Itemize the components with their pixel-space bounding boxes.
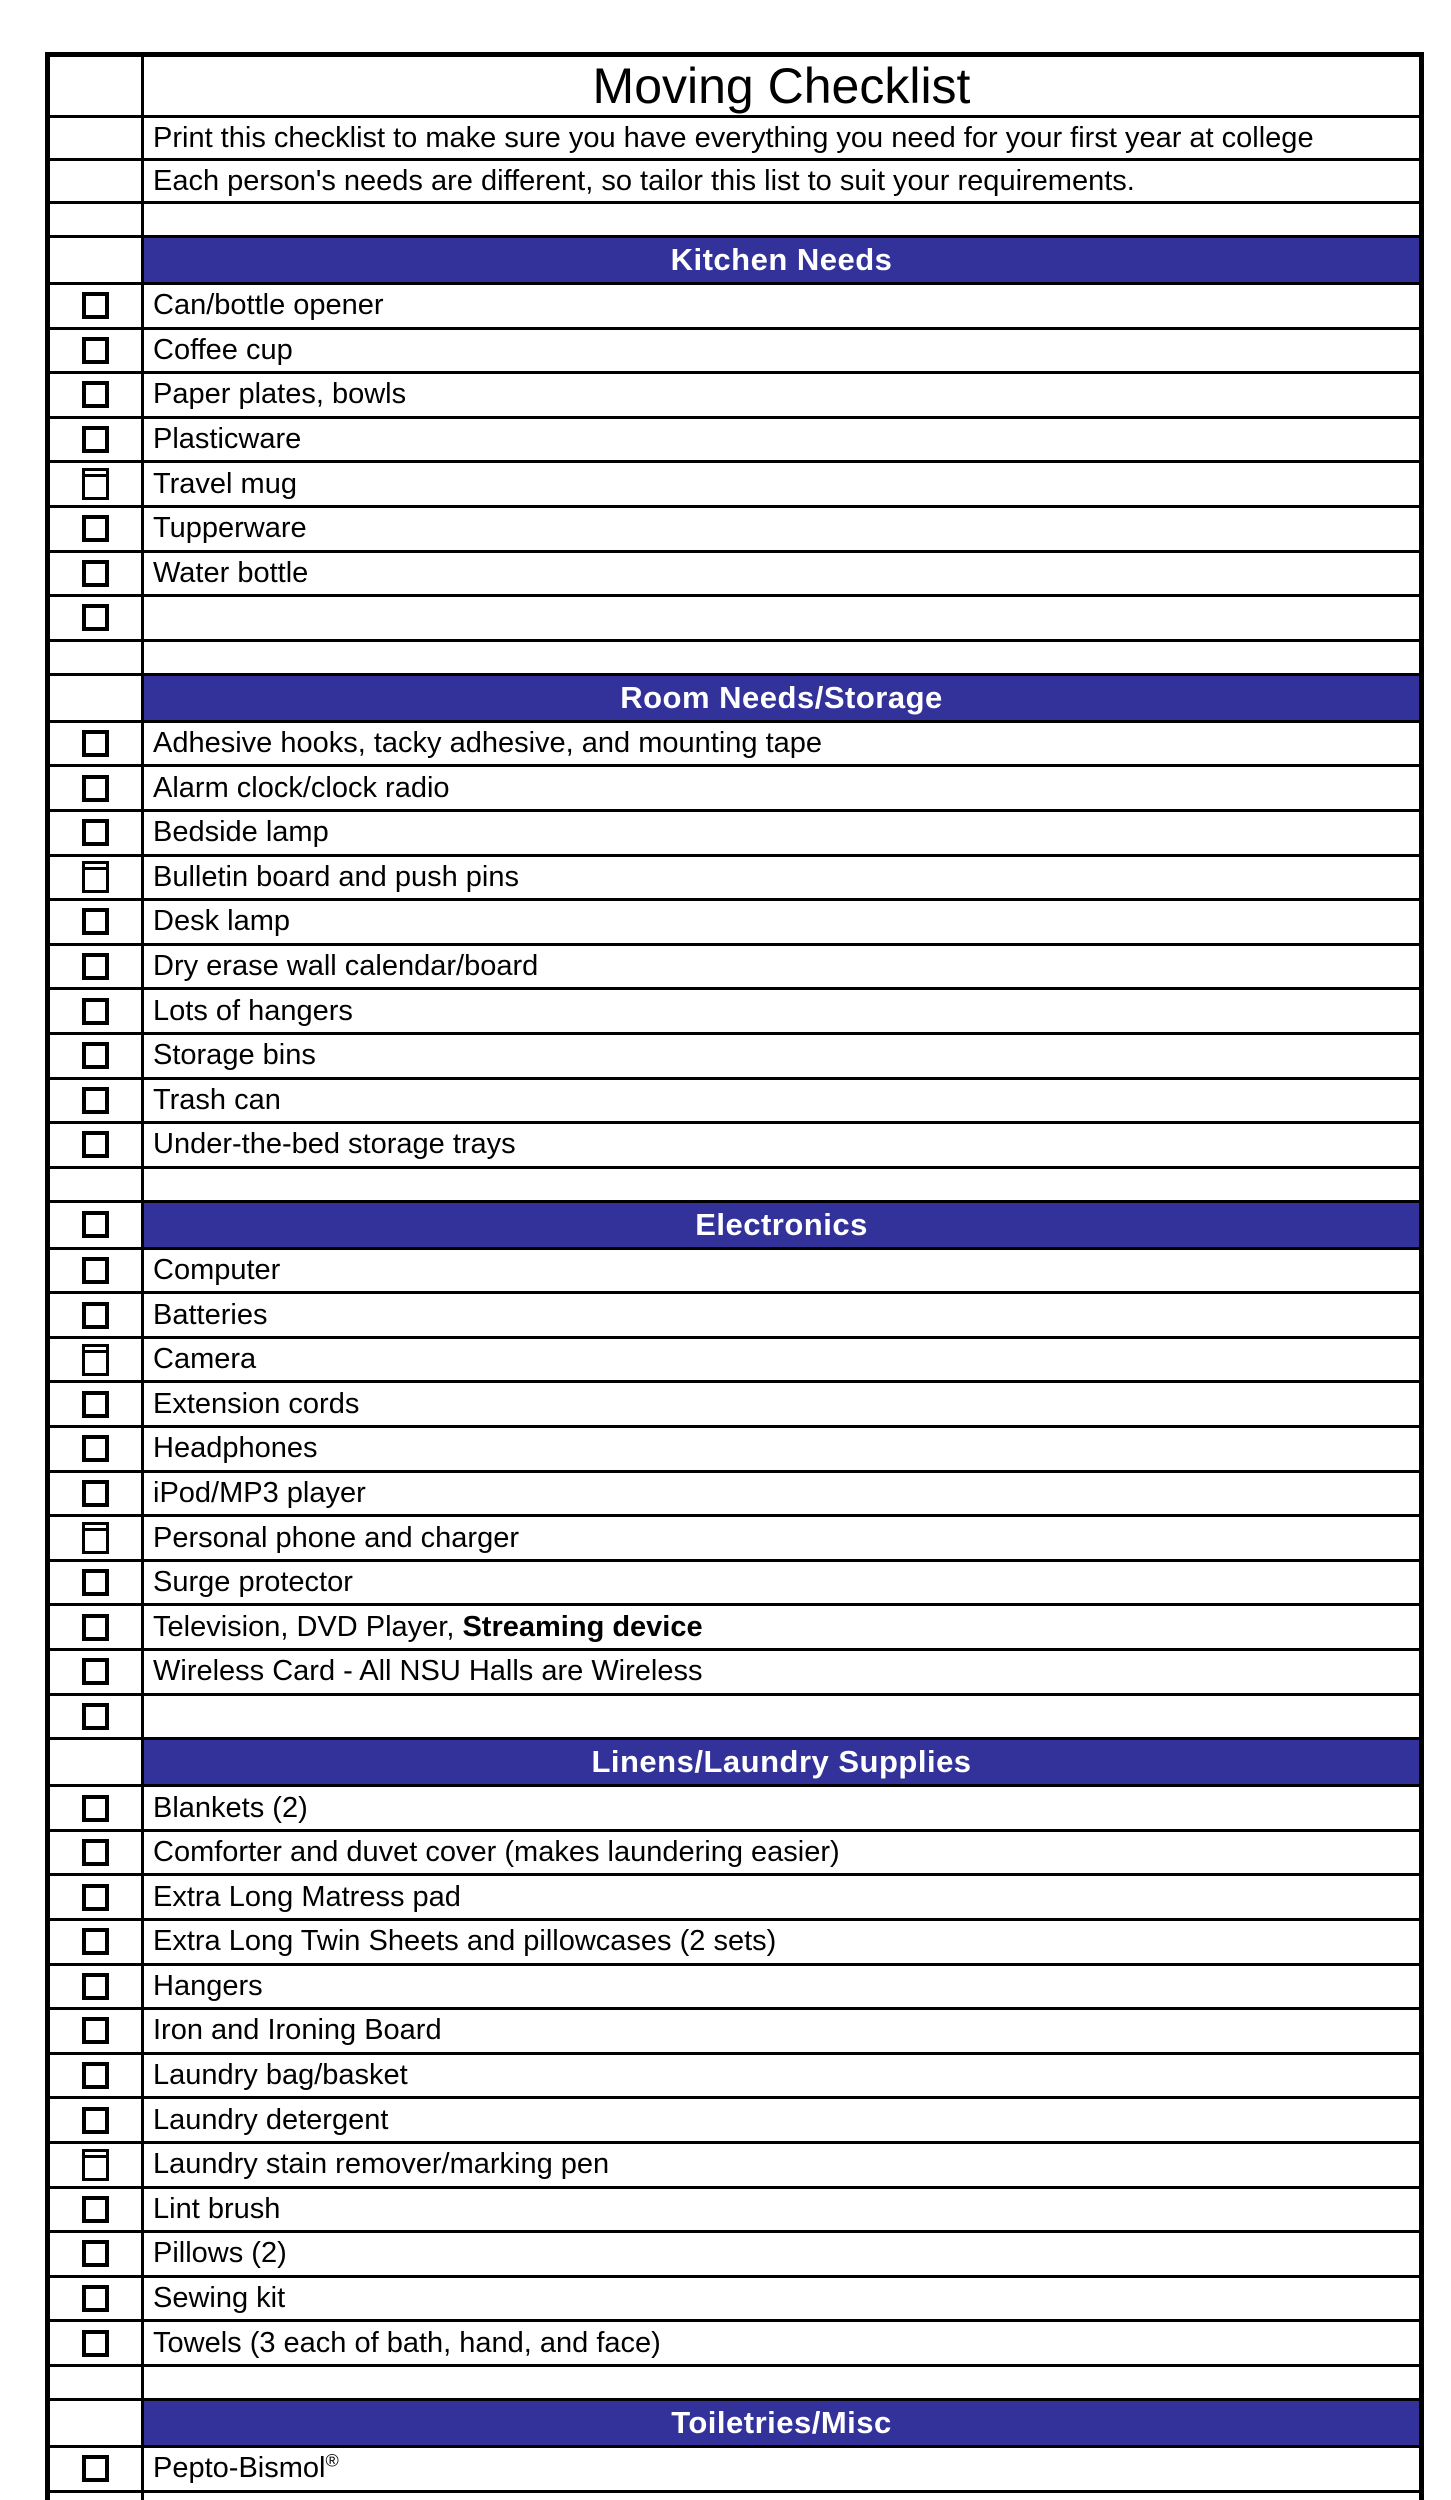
checkbox-column-cell [50, 2367, 144, 2398]
checkbox-column-cell [50, 1740, 144, 1784]
checkbox-icon[interactable] [82, 337, 109, 364]
checklist-row [50, 1250, 1419, 1295]
checkbox-topbar-icon[interactable] [82, 468, 109, 500]
checkbox-icon[interactable] [82, 2062, 109, 2089]
checklist-row [50, 1124, 1419, 1169]
checklist-row [50, 1473, 1419, 1518]
checklist-row [50, 1294, 1419, 1339]
checkbox-column-cell [50, 1339, 144, 1381]
section-header: Linens/Laundry Supplies [144, 1740, 1419, 1784]
checkbox-icon[interactable] [82, 1839, 109, 1866]
checkbox-column-cell [50, 812, 144, 854]
item-label: Laundry bag/basket [153, 2059, 408, 2092]
checklist-row [50, 1517, 1419, 1562]
checkbox-topbar-icon[interactable] [82, 2149, 109, 2181]
checklist-row [50, 419, 1419, 464]
checkbox-column-cell [50, 1832, 144, 1874]
checkbox-column-cell [50, 1383, 144, 1425]
intro-row [50, 161, 1419, 204]
sections-container [50, 238, 1419, 2500]
checkbox-icon[interactable] [82, 1302, 109, 1329]
checkbox-icon[interactable] [82, 1569, 109, 1596]
item-label: Surge protector [153, 1566, 353, 1599]
checklist-row [50, 2055, 1419, 2100]
section-header-row [50, 2401, 1419, 2448]
checklist-row [50, 2493, 1419, 2500]
checkbox-icon[interactable] [82, 2330, 109, 2357]
checkbox-column-cell [50, 1966, 144, 2008]
checkbox-icon[interactable] [82, 1131, 109, 1158]
checklist-row [50, 1651, 1419, 1696]
checkbox-icon[interactable] [82, 1973, 109, 2000]
section-header-row [50, 238, 1419, 285]
checklist-row [50, 857, 1419, 902]
checkbox-column-cell [50, 1651, 144, 1693]
spacer-row [50, 204, 1419, 238]
item-label: Extra Long Twin Sheets and pillowcases (2 sets) [153, 1925, 777, 1958]
checklist-row [50, 1696, 1419, 1741]
checklist-row [50, 285, 1419, 330]
checkbox-column-cell [50, 1124, 144, 1166]
checkbox-column-cell [50, 990, 144, 1032]
intro-line-2: Each person's needs are different, so tailor this list to suit your requirements. [153, 164, 1135, 197]
checklist-row [50, 1606, 1419, 1651]
item-label: Towels (3 each of bath, hand, and face) [153, 2326, 661, 2359]
checkbox-column-cell [50, 1294, 144, 1336]
checkbox-column-cell [50, 57, 144, 115]
checkbox-column-cell [50, 1696, 144, 1738]
item-label: Lots of hangers [153, 994, 353, 1027]
checkbox-column-cell [50, 419, 144, 461]
checklist-row [50, 2010, 1419, 2055]
checklist-row [50, 2144, 1419, 2189]
item-label: Desk lamp [153, 905, 290, 938]
checkbox-column-cell [50, 118, 144, 158]
checkbox-column-cell [50, 723, 144, 765]
item-label: Laundry stain remover/marking pen [153, 2148, 610, 2181]
checkbox-column-cell [50, 2322, 144, 2364]
checkbox-icon[interactable] [82, 775, 109, 802]
spacer-row [50, 642, 1419, 676]
checklist-row [50, 1428, 1419, 1473]
checkbox-column-cell [50, 597, 144, 639]
checklist-row [50, 1832, 1419, 1877]
checkbox-column-cell [50, 1080, 144, 1122]
checkbox-column-cell [50, 857, 144, 899]
checkbox-column-cell [50, 2493, 144, 2500]
item-label: Batteries [153, 1298, 268, 1331]
item-label: Comforter and duvet cover (makes laundering easier) [153, 1836, 840, 1869]
checklist-row [50, 2189, 1419, 2234]
checkbox-column-cell [50, 1921, 144, 1963]
item-label: Dry erase wall calendar/board [153, 950, 539, 983]
checkbox-icon[interactable] [82, 560, 109, 587]
checkbox-icon[interactable] [82, 1614, 109, 1641]
checkbox-column-cell [50, 463, 144, 505]
checkbox-column-cell [50, 1250, 144, 1292]
checkbox-icon[interactable] [82, 515, 109, 542]
checkbox-icon[interactable] [82, 1795, 109, 1822]
checkbox-column-cell [50, 1169, 144, 1200]
checklist-row [50, 901, 1419, 946]
checkbox-column-cell [50, 1787, 144, 1829]
item-label: Alarm clock/clock radio [153, 771, 450, 804]
page-title: Moving Checklist [592, 58, 971, 114]
checklist-row [50, 553, 1419, 598]
checkbox-icon[interactable] [82, 1042, 109, 1069]
section-header: Electronics [144, 1203, 1419, 1247]
checkbox-column-cell [50, 2010, 144, 2052]
checklist-table [45, 52, 1424, 2500]
checkbox-icon[interactable] [82, 604, 109, 631]
checklist-row [50, 2448, 1419, 2493]
checkbox-column-cell [50, 285, 144, 327]
item-label: Blankets (2) [153, 1791, 308, 1824]
item-label: Water bottle [153, 556, 309, 589]
section-header-row [50, 1203, 1419, 1250]
item-label: Storage bins [153, 1039, 316, 1072]
item-label: Laundry detergent [153, 2103, 389, 2136]
checkbox-column-cell [50, 767, 144, 809]
checkbox-icon[interactable] [82, 1928, 109, 1955]
item-label: Camera [153, 1343, 257, 1376]
item-label: Computer [153, 1253, 281, 1286]
checkbox-icon[interactable] [82, 2285, 109, 2312]
checkbox-column-cell [50, 676, 144, 720]
checkbox-column-cell [50, 901, 144, 943]
checklist-row [50, 767, 1419, 812]
checkbox-column-cell [50, 2278, 144, 2320]
checkbox-topbar-icon[interactable] [82, 861, 109, 893]
checklist-row [50, 723, 1419, 768]
item-label: Hangers [153, 1969, 263, 2002]
checkbox-icon[interactable] [82, 2017, 109, 2044]
item-label: Trash can [153, 1083, 281, 1116]
item-label: Extra Long Matress pad [153, 1880, 461, 1913]
item-label: Bedside lamp [153, 816, 329, 849]
checkbox-icon[interactable] [82, 1703, 109, 1730]
checkbox-icon[interactable] [82, 819, 109, 846]
checklist-row [50, 330, 1419, 375]
checkbox-column-cell [50, 553, 144, 595]
checklist-row [50, 597, 1419, 642]
checkbox-icon[interactable] [82, 2107, 109, 2134]
checklist-row [50, 1966, 1419, 2011]
checkbox-column-cell [50, 2401, 144, 2445]
checkbox-column-cell [50, 1606, 144, 1648]
checkbox-column-cell [50, 1562, 144, 1604]
checkbox-column-cell [50, 161, 144, 201]
checklist-row [50, 2233, 1419, 2278]
checkbox-icon[interactable] [82, 730, 109, 757]
checklist-row [50, 1562, 1419, 1607]
item-label: Pillows (2) [153, 2237, 287, 2270]
item-label: Headphones [153, 1432, 318, 1465]
item-label: Adhesive hooks, tacky adhesive, and mounting tape [153, 727, 823, 760]
checkbox-icon[interactable] [82, 1211, 109, 1238]
item-label: iPod/MP3 player [153, 1476, 366, 1509]
checkbox-icon[interactable] [82, 953, 109, 980]
checkbox-icon[interactable] [82, 1087, 109, 1114]
checkbox-column-cell [50, 1517, 144, 1559]
checklist-row [50, 1339, 1419, 1384]
checkbox-column-cell [50, 2144, 144, 2186]
intro-row [50, 118, 1419, 161]
checkbox-column-cell [50, 946, 144, 988]
checklist-row [50, 1787, 1419, 1832]
item-label: Wireless Card - All NSU Halls are Wireless [153, 1655, 703, 1688]
spacer-row [50, 2367, 1419, 2401]
checkbox-icon[interactable] [82, 908, 109, 935]
checkbox-column-cell [50, 2099, 144, 2141]
checkbox-column-cell [50, 1876, 144, 1918]
checkbox-column-cell [50, 204, 144, 235]
item-label: Coffee cup [153, 333, 293, 366]
item-label: Bulletin board and push pins [153, 860, 519, 893]
checkbox-column-cell [50, 238, 144, 282]
checkbox-column-cell [50, 1473, 144, 1515]
checkbox-icon[interactable] [82, 2196, 109, 2223]
checkbox-icon[interactable] [82, 1658, 109, 1685]
checklist-row [50, 812, 1419, 857]
item-label: Pepto-Bismol® [153, 2450, 339, 2485]
checklist-row [50, 2322, 1419, 2367]
intro-line-1: Print this checklist to make sure you have everything you need for your first year at college [153, 121, 1314, 154]
checklist-row [50, 2099, 1419, 2144]
checklist-row [50, 463, 1419, 508]
item-label: Under-the-bed storage trays [153, 1128, 516, 1161]
checkbox-column-cell [50, 642, 144, 673]
checkbox-column-cell [50, 374, 144, 416]
checkbox-column-cell [50, 2448, 144, 2490]
checkbox-icon[interactable] [82, 1435, 109, 1462]
item-label: Travel mug [153, 467, 297, 500]
item-label: Iron and Ironing Board [153, 2014, 442, 2047]
checkbox-icon[interactable] [82, 426, 109, 453]
checklist-row [50, 990, 1419, 1035]
checkbox-icon[interactable] [82, 292, 109, 319]
checklist-row [50, 374, 1419, 419]
item-label: Plasticware [153, 423, 302, 456]
item-label: Sewing kit [153, 2282, 286, 2315]
item-label: Can/bottle opener [153, 289, 384, 322]
checkbox-icon[interactable] [82, 1480, 109, 1507]
checkbox-icon[interactable] [82, 381, 109, 408]
section-header: Room Needs/Storage [144, 676, 1419, 720]
checkbox-column-cell [50, 2233, 144, 2275]
item-label: Paper plates, bowls [153, 378, 407, 411]
item-label: Extension cords [153, 1387, 360, 1420]
checkbox-topbar-icon[interactable] [82, 1344, 109, 1376]
checklist-row [50, 946, 1419, 991]
section-header: Kitchen Needs [144, 238, 1419, 282]
item-label: Tupperware [153, 512, 307, 545]
checkbox-icon[interactable] [82, 1257, 109, 1284]
checkbox-icon[interactable] [82, 2455, 109, 2482]
checkbox-icon[interactable] [82, 1391, 109, 1418]
checkbox-column-cell [50, 1035, 144, 1077]
item-label: Personal phone and charger [153, 1521, 519, 1554]
checkbox-icon[interactable] [82, 2240, 109, 2267]
checklist-row [50, 1035, 1419, 1080]
title-row [50, 57, 1419, 118]
spacer-row [50, 1169, 1419, 1203]
checkbox-column-cell [50, 2055, 144, 2097]
checklist-row [50, 1383, 1419, 1428]
checkbox-icon[interactable] [82, 1884, 109, 1911]
checkbox-column-cell [50, 1428, 144, 1470]
checkbox-icon[interactable] [82, 998, 109, 1025]
section-header-row [50, 676, 1419, 723]
checklist-row [50, 1921, 1419, 1966]
checkbox-column-cell [50, 330, 144, 372]
checklist-row [50, 1876, 1419, 1921]
checklist-row [50, 2278, 1419, 2323]
checkbox-column-cell [50, 508, 144, 550]
item-label: Lint brush [153, 2192, 281, 2225]
section-header: Toiletries/Misc [144, 2401, 1419, 2445]
checklist-row [50, 508, 1419, 553]
item-label: Television, DVD Player, Streaming device [153, 1610, 703, 1643]
checkbox-column-cell [50, 2189, 144, 2231]
checklist-row [50, 1080, 1419, 1125]
checkbox-column-cell [50, 1203, 144, 1247]
section-header-row [50, 1740, 1419, 1787]
checkbox-topbar-icon[interactable] [82, 1522, 109, 1554]
